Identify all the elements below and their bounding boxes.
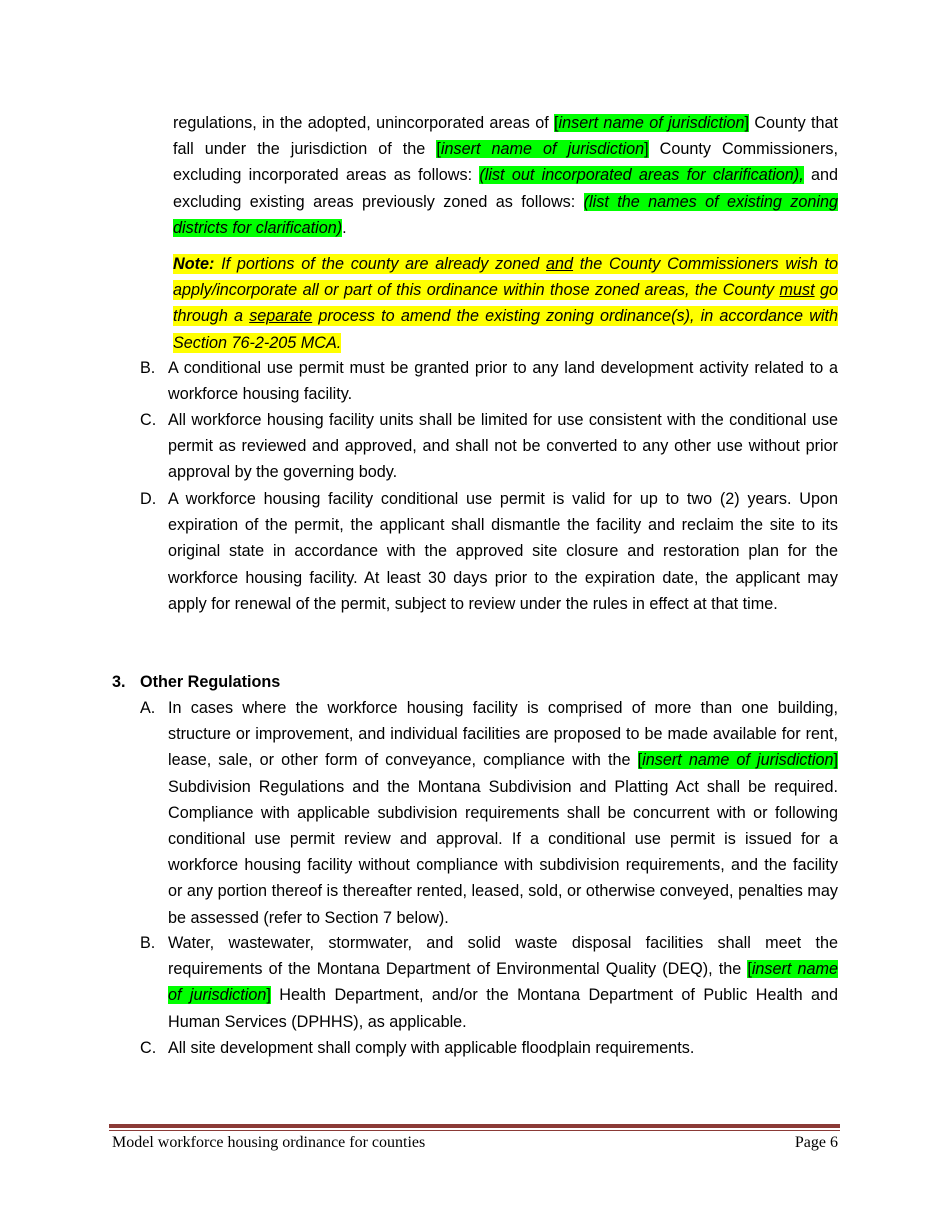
placeholder-highlight: [insert name of jurisdiction] [637, 751, 838, 770]
footer-divider-thin [109, 1130, 840, 1131]
section-heading: 3. Other Regulations [112, 673, 281, 691]
footer-divider [109, 1124, 840, 1128]
list-item: B. Water, wastewater, stormwater, and solid waste disposal facilities shall meet the requirements of the Montana Department of Environmental Quality (DEQ), the [insert name of jurisdiction] Health Department, and/or the Montana Department of Public Health and Human Services (DPHHS), as applicable. [168, 930, 838, 1035]
list-item [140, 407, 838, 486]
list-item [140, 1035, 838, 1061]
placeholder-highlight: (list the names of existing zoning districts for clarification) [173, 192, 838, 237]
list-text: A conditional use permit must be granted prior to any land development activity related to a workforce housing facility. [168, 359, 838, 404]
note-label: Note: [173, 255, 215, 273]
note-paragraph: Note: If portions of the county are already zoned and the County Commissioners wish to apply/incorporate all or part of this ordinance within those zoned areas, the County must go through a separate process to amend the existing zoning ordinance(s), in accordance with Section 76-2-205 MCA. [173, 255, 838, 352]
list-letter: C. [140, 411, 157, 429]
list-letter: D. [140, 490, 157, 508]
list-letter: B. [140, 359, 156, 377]
intro-paragraph: regulations, in the adopted, unincorporated areas of [insert name of jurisdiction] County that fall under the jurisdiction of the [insert name of jurisdiction] County Commissioners, excluding incorporated areas as follows: (list out incorporated areas for clarification), and excluding existing areas previously zoned as follows: (list the names of existing zoning districts for clarification). [173, 114, 838, 237]
list-letter: B. [140, 934, 156, 952]
list-letter: C. [140, 1039, 157, 1057]
list-text: All site development shall comply with applicable floodplain requirements. [168, 1039, 695, 1057]
list-item [140, 486, 838, 617]
list-item [140, 355, 838, 407]
page-number: Page 6 [794, 1134, 838, 1151]
list-letter: A. [140, 699, 156, 717]
list-text: All workforce housing facility units shall be limited for use consistent with the conditional use permit as reviewed and approved, and shall not be converted to any other use without prior approval by the governing body. [168, 411, 838, 482]
placeholder-highlight: (list out incorporated areas for clarification), [479, 166, 804, 185]
footer-title: Model workforce housing ordinance for counties [112, 1134, 426, 1151]
list-text: A workforce housing facility conditional use permit is valid for up to two (2) years. Upon expiration of the permit, the applicant shall dismantle the facility and reclaim the site to its original state in accordance with the approved site closure and restoration plan for the workforce housing facility. At least 30 days prior to the expiration date, the applicant may apply for renewal of the permit, subject to review under the rules in effect at that time. [168, 490, 838, 613]
placeholder-highlight: [insert name of jurisdiction] [436, 140, 649, 159]
placeholder-highlight: [insert name of jurisdiction] [554, 114, 750, 132]
placeholder-highlight: [insert name of jurisdiction] [168, 960, 838, 1005]
list-item: A. In cases where the workforce housing facility is comprised of more than one building, structure or improvement, and individual facilities are proposed to be made available for rent, lease, sale, or other form of conveyance, compliance with the [insert name of jurisdiction] Subdivision Regulations and the Montana Subdivision and Platting Act shall be required. Compliance with applicable subdivision requirements shall be concurrent with or following conditional use permit review and approval. If a conditional use permit is issued for a workforce housing facility without compliance with subdivision requirements, and the facility or any portion thereof is thereafter rented, leased, sold, or otherwise conveyed, penalties may be assessed (refer to Section 7 below). [168, 695, 838, 931]
